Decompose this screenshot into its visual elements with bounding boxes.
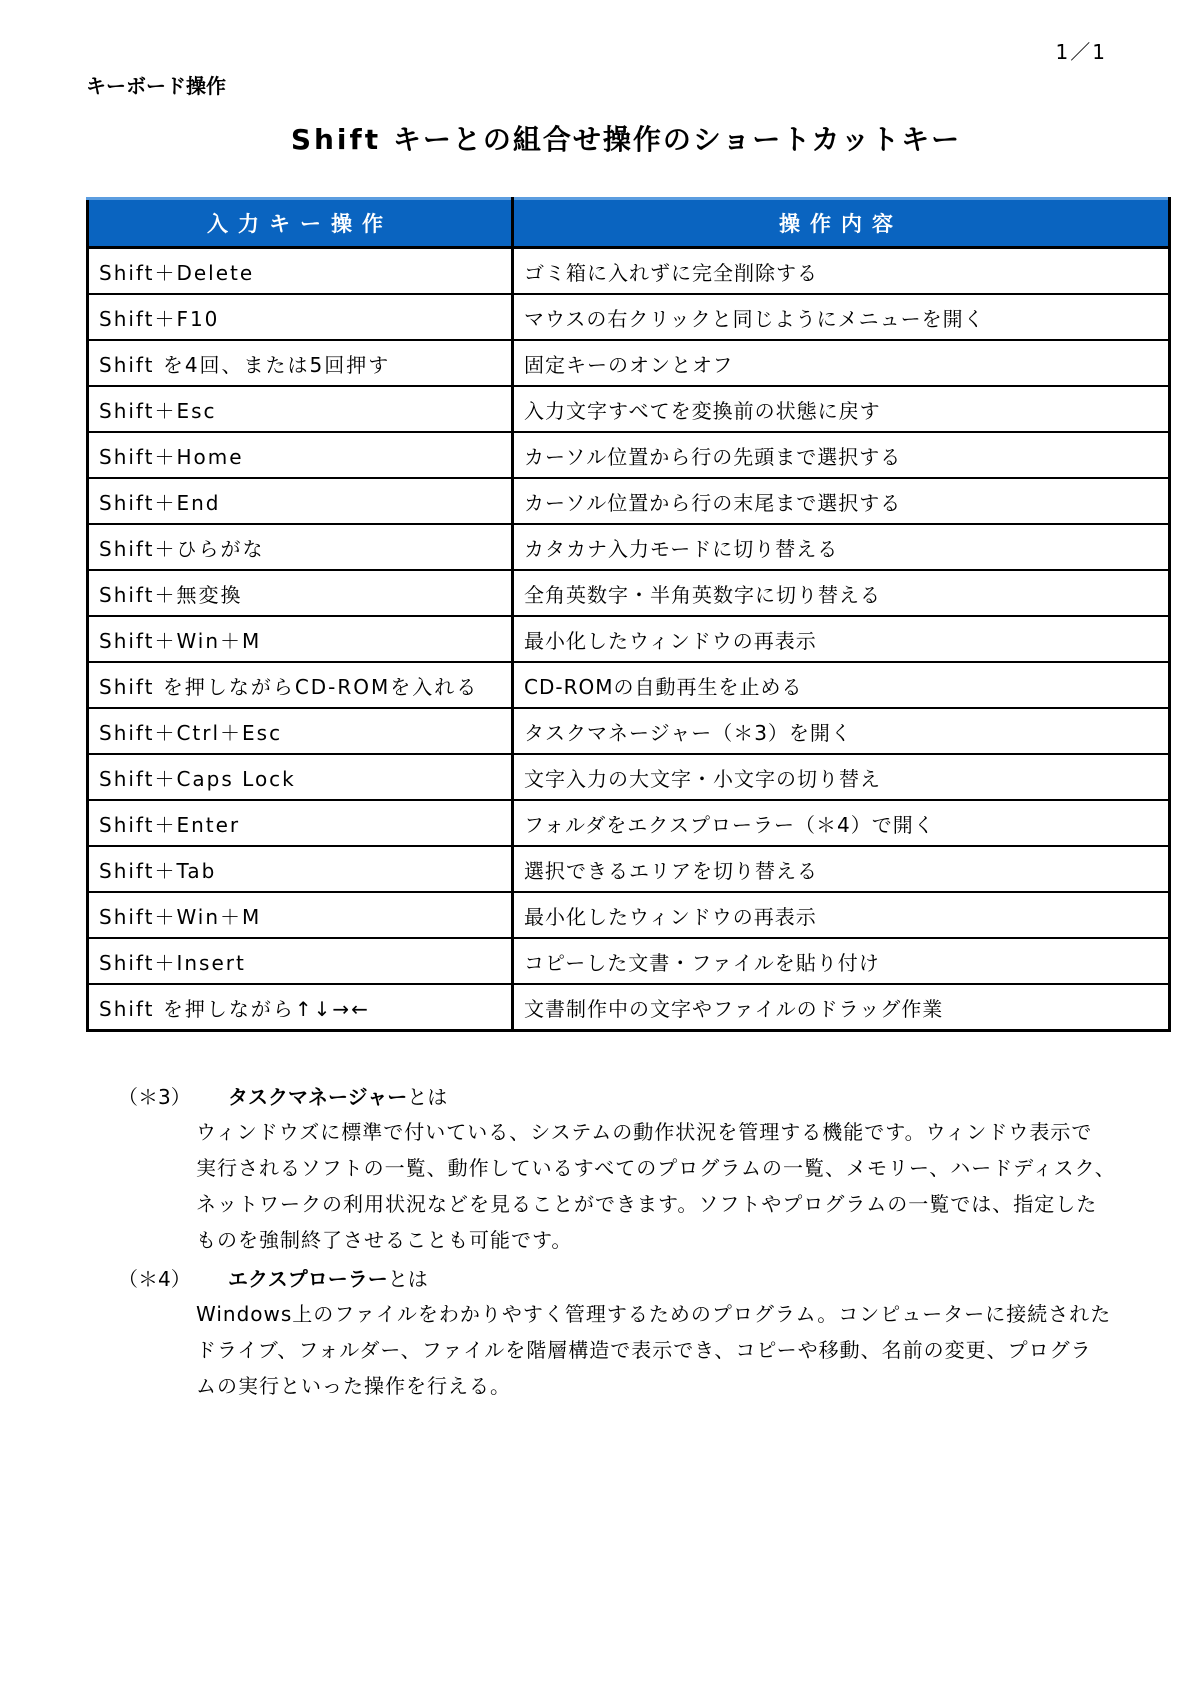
operation-cell: 入力文字すべてを変換前の状態に戻す — [513, 386, 1170, 432]
operation-cell: 文書制作中の文字やファイルのドラッグ作業 — [513, 984, 1170, 1031]
note-term: タスクマネージャー — [228, 1085, 408, 1109]
key-combination-cell: Shift＋無変換 — [88, 570, 513, 616]
note-heading — [118, 1262, 1168, 1296]
note-term: エクスプローラー — [228, 1267, 388, 1291]
table-row — [88, 708, 1170, 754]
note-line: ムの実行といった操作を行える。 — [196, 1374, 511, 1398]
key-combination-cell: Shift＋Delete — [88, 248, 513, 295]
note-heading — [118, 1080, 1168, 1114]
operation-cell: 全角英数字・半角英数字に切り替える — [513, 570, 1170, 616]
table-row — [88, 294, 1170, 340]
key-combination-cell: Shift＋Tab — [88, 846, 513, 892]
key-combination-cell: Shift＋Caps Lock — [88, 754, 513, 800]
shortcut-table — [86, 197, 1171, 1032]
operation-cell: 最小化したウィンドウの再表示 — [513, 892, 1170, 938]
table-row — [88, 800, 1170, 846]
operation-cell: フォルダをエクスプローラー（＊4）で開く — [513, 800, 1170, 846]
key-combination-cell: Shift＋End — [88, 478, 513, 524]
table-row — [88, 754, 1170, 800]
header-input-key: 入力キー操作 — [88, 199, 513, 248]
key-combination-cell: Shift＋ひらがな — [88, 524, 513, 570]
table-row — [88, 386, 1170, 432]
key-combination-cell: Shift を押しながら↑↓→← — [88, 984, 513, 1031]
key-combination-cell: Shift＋Win＋M — [88, 892, 513, 938]
table-row — [88, 432, 1170, 478]
document-title — [86, 118, 1166, 158]
table-body — [88, 248, 1170, 1031]
table-row — [88, 570, 1170, 616]
table-row — [88, 662, 1170, 708]
header-operation: 操作内容 — [513, 199, 1170, 248]
key-combination-cell: Shift＋Enter — [88, 800, 513, 846]
operation-cell: 最小化したウィンドウの再表示 — [513, 616, 1170, 662]
table-row — [88, 984, 1170, 1031]
key-combination-cell: Shift を押しながらCD-ROMを入れる — [88, 662, 513, 708]
title-text: キーとの組合せ操作のショートカットキー — [392, 123, 962, 156]
note-body — [196, 1296, 1168, 1404]
key-combination-cell: Shift を4回、または5回押す — [88, 340, 513, 386]
table-row — [88, 478, 1170, 524]
operation-cell: CD-ROMの自動再生を止める — [513, 662, 1170, 708]
key-combination-cell: Shift＋Esc — [88, 386, 513, 432]
operation-cell: マウスの右クリックと同じようにメニューを開く — [513, 294, 1170, 340]
page-number: 1／1 — [1055, 40, 1107, 64]
note-line: Windows上のファイルをわかりやすく管理するためのプログラム。コンピューターに接続された — [196, 1302, 1112, 1326]
key-combination-cell: Shift＋Home — [88, 432, 513, 478]
table-row — [88, 846, 1170, 892]
operation-cell: 固定キーのオンとオフ — [513, 340, 1170, 386]
table-row — [88, 248, 1170, 295]
title-shift-word: Shift — [290, 123, 382, 156]
operation-cell: 文字入力の大文字・小文字の切り替え — [513, 754, 1170, 800]
note-line: ウィンドウズに標準で付いている、システムの動作状況を管理する機能です。ウィンドウ表示で — [196, 1120, 1093, 1144]
table-header-row — [88, 199, 1170, 248]
operation-cell: タスクマネージャー（＊3）を開く — [513, 708, 1170, 754]
key-combination-cell: Shift＋Win＋M — [88, 616, 513, 662]
note-line: ドライブ、フォルダー、ファイルを階層構造で表示でき、コピーや移動、名前の変更、プログラ — [196, 1338, 1092, 1362]
note-line: ネットワークの利用状況などを見ることができます。ソフトやプログラムの一覧では、指定した — [196, 1192, 1098, 1216]
operation-cell: カーソル位置から行の末尾まで選択する — [513, 478, 1170, 524]
operation-cell: 選択できるエリアを切り替える — [513, 846, 1170, 892]
key-combination-cell: Shift＋Insert — [88, 938, 513, 984]
operation-cell: ゴミ箱に入れずに完全削除する — [513, 248, 1170, 295]
table-row — [88, 524, 1170, 570]
table-row — [88, 938, 1170, 984]
note-marker: （＊4） — [118, 1267, 191, 1291]
note-term-suffix: とは — [407, 1085, 448, 1109]
table-row — [88, 340, 1170, 386]
section-label: キーボード操作 — [86, 74, 226, 98]
operation-cell: カーソル位置から行の先頭まで選択する — [513, 432, 1170, 478]
footnotes — [118, 1080, 1168, 1408]
note-term-suffix: とは — [387, 1267, 428, 1291]
operation-cell: カタカナ入力モードに切り替える — [513, 524, 1170, 570]
note-line: 実行されるソフトの一覧、動作しているすべてのプログラムの一覧、メモリー、ハードディスク、 — [196, 1156, 1116, 1180]
key-combination-cell: Shift＋F10 — [88, 294, 513, 340]
operation-cell: コピーした文書・ファイルを貼り付け — [513, 938, 1170, 984]
key-combination-cell: Shift＋Ctrl＋Esc — [88, 708, 513, 754]
note-body — [196, 1114, 1168, 1258]
note-marker: （＊3） — [118, 1085, 191, 1109]
note-line: ものを強制終了させることも可能です。 — [196, 1228, 573, 1252]
table-row — [88, 892, 1170, 938]
table-row — [88, 616, 1170, 662]
